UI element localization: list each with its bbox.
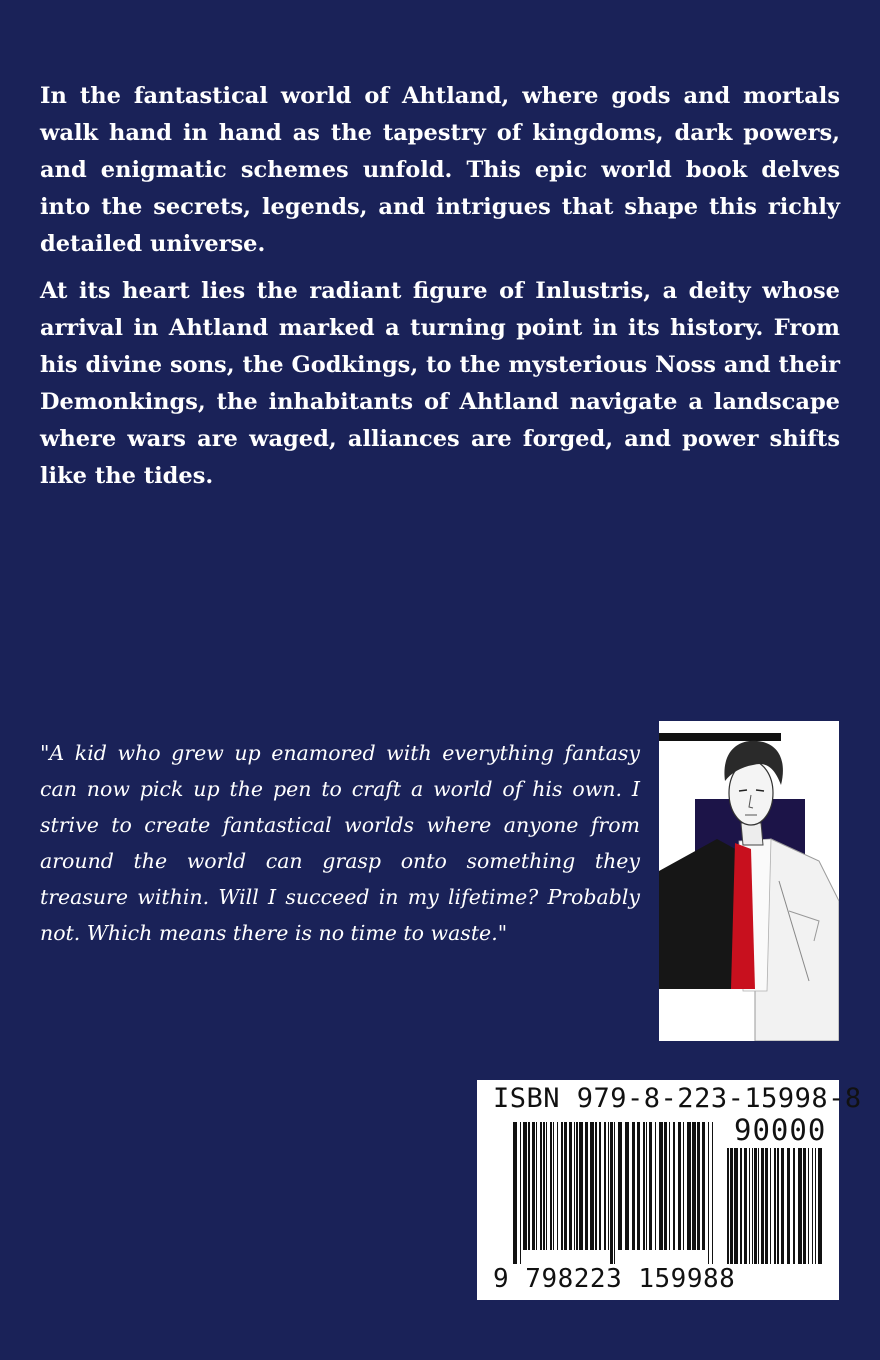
isbn-barcode xyxy=(477,1080,862,1300)
barcode-bar xyxy=(595,1122,597,1250)
barcode-bar xyxy=(569,1122,572,1250)
author-portrait-illustration xyxy=(659,721,839,1041)
barcode-bar xyxy=(673,1122,675,1250)
barcode-bar xyxy=(734,1148,738,1264)
barcode-price-code: 90000 xyxy=(734,1113,827,1147)
barcode-bar xyxy=(758,1148,759,1264)
barcode-bar xyxy=(604,1122,606,1250)
barcode-bar xyxy=(744,1148,747,1264)
barcode-bar xyxy=(770,1148,771,1264)
barcode-bar xyxy=(576,1122,578,1250)
barcode-bar xyxy=(643,1122,645,1250)
book-blurb xyxy=(40,78,840,505)
barcode-bar xyxy=(678,1122,681,1250)
barcode-bar xyxy=(513,1122,517,1264)
barcode-bar xyxy=(727,1148,729,1264)
barcode-bar xyxy=(765,1148,768,1264)
barcode-bar xyxy=(579,1122,583,1250)
barcode-bar xyxy=(664,1122,667,1250)
barcode-ean-digits: 9 798223 159988 xyxy=(493,1264,736,1294)
barcode-bar xyxy=(599,1122,601,1250)
barcode-bar xyxy=(815,1148,816,1264)
barcode-bar xyxy=(818,1148,822,1264)
barcode-bar xyxy=(561,1122,563,1250)
barcode-bar xyxy=(787,1148,790,1264)
barcode-bar xyxy=(655,1122,656,1250)
author-quote xyxy=(40,735,640,951)
barcode-bar xyxy=(557,1122,558,1250)
barcode-bar xyxy=(740,1148,742,1264)
barcode-bar xyxy=(692,1122,696,1250)
barcode-bar xyxy=(687,1122,691,1250)
blurb-paragraph-2: At its heart lies the radiant figure of Inlustris, a deity whose arrival in Ahtland marked a turning point in its history. From his divine sons, the Godkings, to the mysterious Noss and their Demonkings, the inhabitants of Ahtland navigate a landscape where wars are waged, alliances are forged, and power shifts like the tides. xyxy=(40,278,840,489)
barcode-bar xyxy=(540,1122,542,1250)
barcode-bar xyxy=(646,1122,647,1250)
barcode-bar xyxy=(618,1122,622,1250)
barcode-bar xyxy=(803,1148,806,1264)
barcode-bar xyxy=(708,1122,709,1264)
barcode-bar xyxy=(749,1148,750,1264)
barcode-bar xyxy=(590,1122,594,1250)
barcode-bar xyxy=(585,1122,588,1250)
barcode-bar xyxy=(774,1148,776,1264)
barcode-bar xyxy=(752,1148,753,1264)
barcode-bar xyxy=(793,1148,795,1264)
barcode-bar xyxy=(777,1148,779,1264)
barcode-bar xyxy=(564,1122,567,1250)
barcode-bar xyxy=(520,1122,521,1264)
barcode-bar xyxy=(702,1122,705,1250)
barcode-bar xyxy=(550,1122,552,1250)
barcode-bar xyxy=(669,1122,670,1250)
barcode-bar xyxy=(781,1148,784,1264)
author-quote-text: "A kid who grew up enamored with everything fantasy can now pick up the pen to craft a world of his own. I strive to create fantastical worlds where anyone from around the world can grasp onto something they treasure within. Will I succeed in my lifetime? Probably not. Which means there is no time to waste." xyxy=(40,741,640,945)
barcode-bar xyxy=(632,1122,635,1250)
blurb-paragraph-1: In the fantastical world of Ahtland, where gods and mortals walk hand in hand as the tapestry of kingdoms, dark powers, and enigmatic schemes unfold. This epic world book delves into the secrets, legends, and intrigues that shape this richly detailed universe. xyxy=(40,83,840,257)
barcode-bar xyxy=(532,1122,535,1250)
barcode-bar xyxy=(754,1148,757,1264)
barcode-bar xyxy=(683,1122,684,1250)
barcode-bar xyxy=(553,1122,554,1250)
barcode-bar xyxy=(625,1122,629,1250)
barcode-bar xyxy=(659,1122,663,1250)
barcode-bar xyxy=(574,1122,575,1250)
barcode-bar xyxy=(812,1148,813,1264)
barcode-bar xyxy=(523,1122,527,1250)
isbn-label: ISBN 979-8-223-15998-8 xyxy=(493,1083,862,1114)
barcode-bar xyxy=(798,1148,802,1264)
barcode-bar xyxy=(649,1122,652,1250)
barcode-bar xyxy=(730,1148,733,1264)
barcode-bar xyxy=(808,1148,809,1264)
barcode-bar xyxy=(543,1122,545,1250)
barcode-bar xyxy=(761,1148,764,1264)
barcode-bar xyxy=(614,1122,615,1264)
author-portrait xyxy=(659,721,839,1041)
barcode-bar xyxy=(697,1122,700,1250)
barcode-bar xyxy=(712,1122,713,1264)
barcode-bar xyxy=(610,1122,613,1264)
barcode-bars-main xyxy=(513,1122,713,1264)
barcode-bars-addon xyxy=(727,1148,822,1264)
barcode-bar xyxy=(637,1122,640,1250)
barcode-bar xyxy=(536,1122,537,1250)
barcode-bar xyxy=(546,1122,547,1250)
barcode-bar xyxy=(608,1122,609,1250)
barcode-bar xyxy=(528,1122,530,1250)
